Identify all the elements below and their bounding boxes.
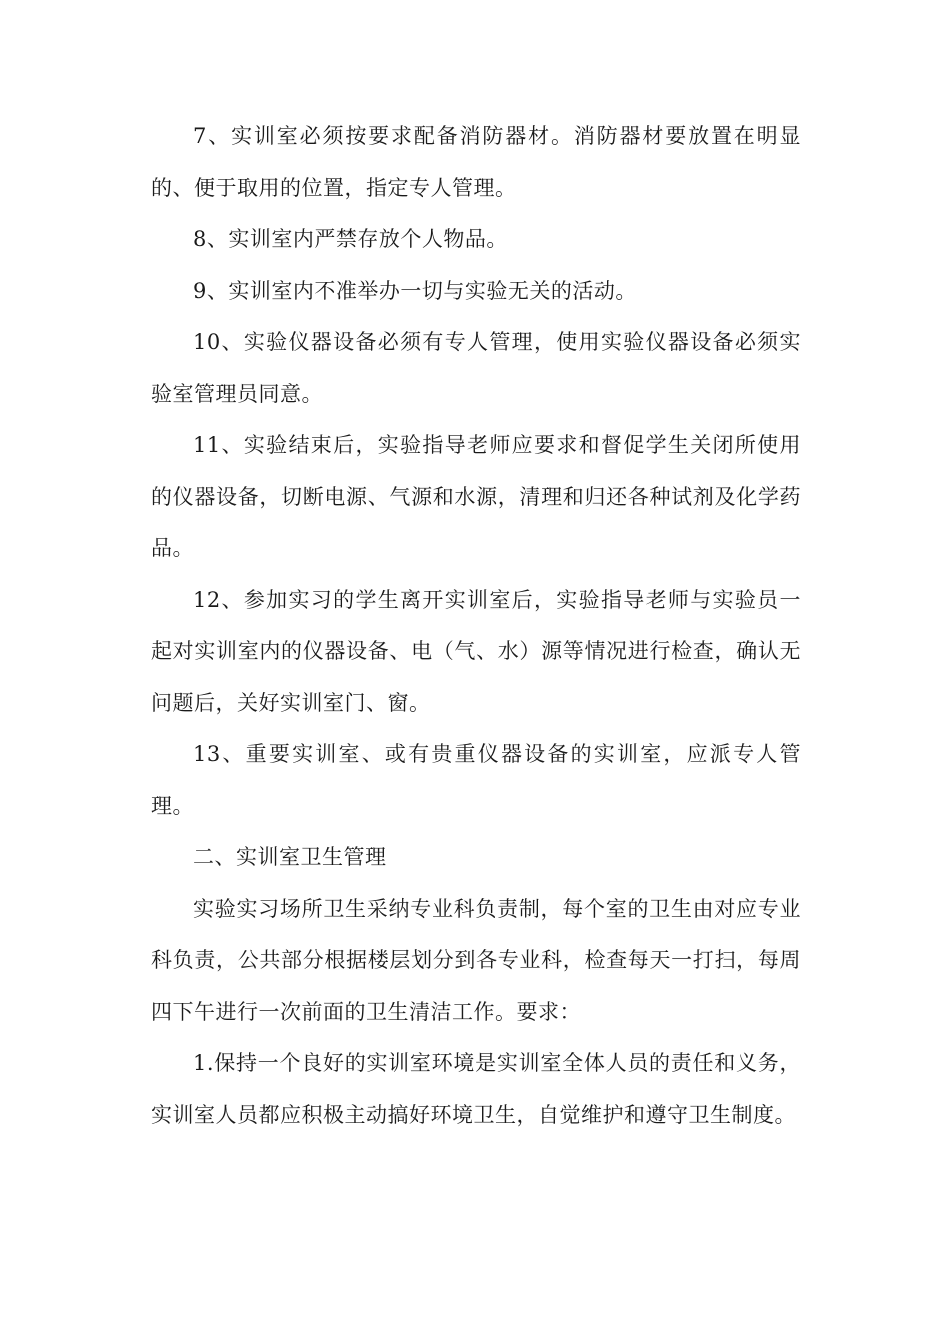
paragraph-rule-10: 10、实验仪器设备必须有专人管理，使用实验仪器设备必须实验室管理员同意。 <box>151 330 801 406</box>
paragraph-rule-9: 9、实训室内不准举办一切与实验无关的活动。 <box>193 278 637 303</box>
paragraph-rule-12: 12、参加实习的学生离开实训室后，实验指导老师与实验员一起对实训室内的仪器设备、电（气、水）源等情况进行检查，确认无问题后，关好实训室门、窗。 <box>151 587 801 715</box>
section-heading-hygiene: 二、实训室卫生管理 <box>193 845 387 869</box>
paragraph-hygiene-item-1: 1.保持一个良好的实训室环境是实训室全体人员的责任和义务，实训室人员都应积极主动搞好环境卫生，自觉维护和遵守卫生制度。 <box>151 1051 801 1127</box>
paragraph-rule-11: 11、实验结束后，实验指导老师应要求和督促学生关闭所使用的仪器设备，切断电源、气源和水源，清理和归还各种试剂及化学药品。 <box>151 433 801 560</box>
paragraph-hygiene-intro: 实验实习场所卫生采纳专业科负责制，每个室的卫生由对应专业科负责，公共部分根据楼层划分到各专业科，检查每天一打扫，每周四下午进行一次前面的卫生清洁工作。要求： <box>151 896 801 1024</box>
paragraph-rule-7: 7、实训室必须按要求配备消防器材。消防器材要放置在明显的、便于取用的位置，指定专人管理。 <box>151 124 801 200</box>
paragraph-rule-8: 8、实训室内严禁存放个人物品。 <box>193 227 508 251</box>
paragraph-rule-13: 13、重要实训室、或有贵重仪器设备的实训室，应派专人管理。 <box>151 742 801 818</box>
document-body <box>151 111 801 1141</box>
